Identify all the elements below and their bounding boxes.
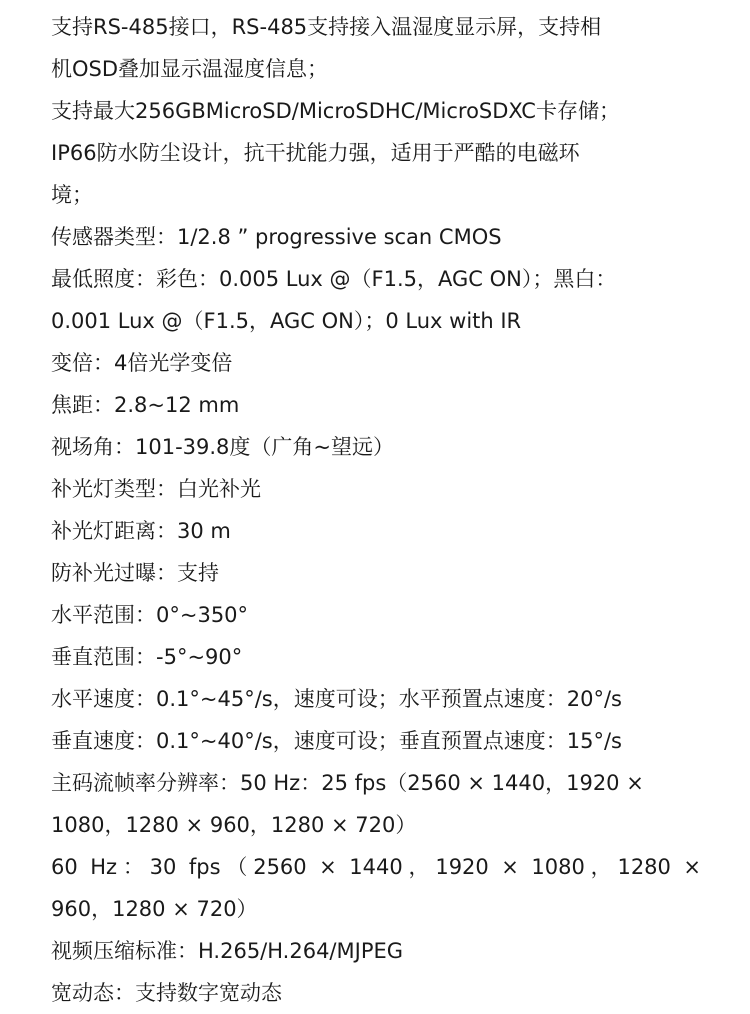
spec-line: 最低照度：彩色：0.005 Lux @（F1.5，AGC ON）；黑白： — [51, 267, 617, 291]
spec-line: 焦距：2.8~12 mm — [51, 393, 240, 417]
spec-line: 补光灯类型：白光补光 — [51, 477, 261, 501]
spec-line: 水平范围：0°~350° — [51, 603, 249, 627]
spec-line: 视场角：101-39.8度（广角~望远） — [51, 435, 395, 459]
spec-line: 宽动态：支持数字宽动态 — [51, 981, 282, 1005]
spec-line: 防补光过曝：支持 — [51, 561, 219, 585]
spec-line: 垂直速度：0.1°~40°/s，速度可设；垂直预置点速度：15°/s — [51, 729, 622, 753]
spec-line: 视频压缩标准：H.265/H.264/MJPEG — [51, 939, 404, 963]
spec-line: 垂直范围：-5°~90° — [51, 645, 243, 669]
spec-line: 支持最大256GBMicroSD/MicroSDHC/MicroSDXC卡存储； — [51, 99, 620, 123]
spec-line: 1080，1280 × 960，1280 × 720） — [51, 813, 417, 837]
spec-line: 水平速度：0.1°~45°/s，速度可设；水平预置点速度：20°/s — [51, 687, 622, 711]
spec-line: 60 Hz：30 fps（2560 × 1440，1920 × 1080，1280 × — [51, 855, 701, 879]
spec-line: IP66防水防尘设计，抗干扰能力强，适用于严酷的电磁环 — [51, 141, 580, 165]
spec-line: 960，1280 × 720） — [51, 897, 258, 921]
spec-document — [51, 6, 701, 1014]
spec-line: 机OSD叠加显示温湿度信息； — [51, 57, 329, 81]
spec-line: 0.001 Lux @（F1.5，AGC ON）；0 Lux with IR — [51, 309, 522, 333]
spec-line: 主码流帧率分辨率：50 Hz：25 fps（2560 × 1440，1920 × — [51, 771, 644, 795]
spec-line: 支持RS-485接口，RS-485支持接入温湿度显示屏，支持相 — [51, 15, 602, 39]
spec-line: 变倍：4倍光学变倍 — [51, 351, 233, 375]
spec-line: 补光灯距离：30 m — [51, 519, 231, 543]
spec-line: 境； — [51, 183, 93, 207]
spec-line: 传感器类型：1/2.8 ” progressive scan CMOS — [51, 225, 502, 249]
